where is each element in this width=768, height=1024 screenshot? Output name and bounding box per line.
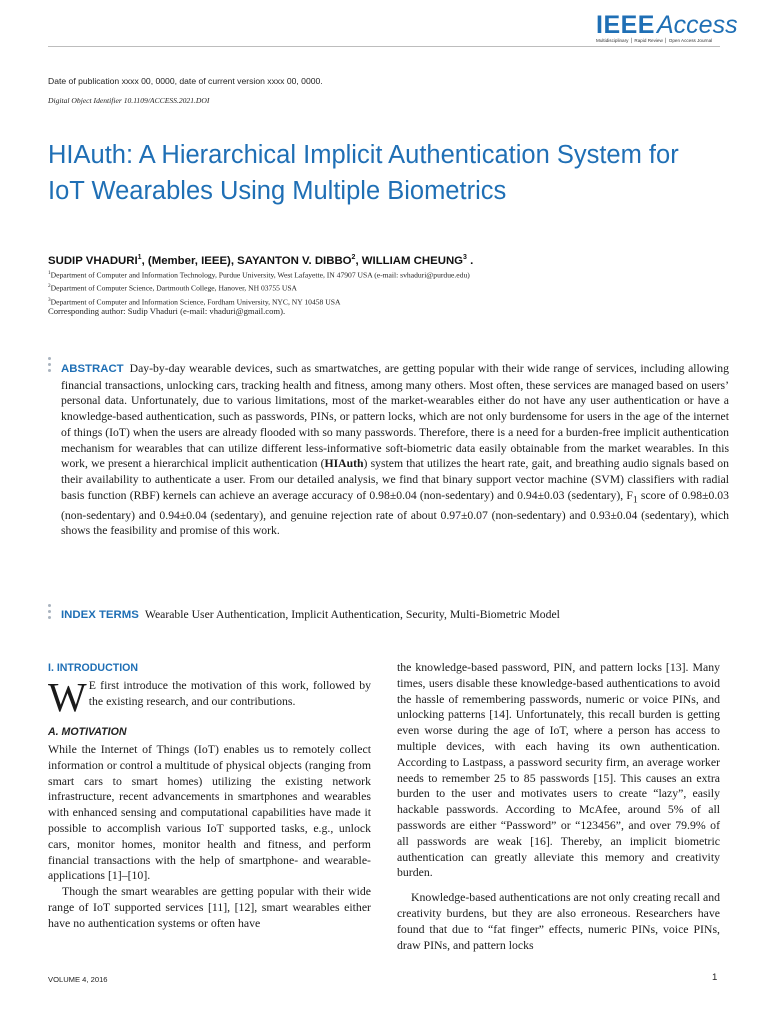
motivation-paragraph-2: Though the smart wearables are getting popular with their wide range of IoT supported services [11], [12], smart wearables either have no authentication systems or often have xyxy=(48,884,371,930)
index-terms-dots-icon xyxy=(48,604,54,622)
subsection-heading-motivation: A. MOTIVATION xyxy=(48,726,127,738)
index-terms-label: INDEX TERMS xyxy=(61,609,139,621)
affiliation-3: $^3$Department of Computer and Information Science, Fordham University, NYC, NY 10458 USA xyxy=(48,296,341,307)
author-3: WILLIAM CHEUNG xyxy=(361,254,464,267)
motivation-paragraph-1: While the Internet of Things (IoT) enables us to remotely collect information or control a multitude of physical objects (ranging from smart cars to smart homes) utilizing the existing network infrastructure, recent advancements in smartphones and wearables with enhanced sensing and computational capabilities have made it possible to accomplish various IoT supported tasks, e.g., unlock cars, monitor homes, monitor health and fitness, and perform financial transactions with the help of smartphone- and wearable-applications [1]–[10]. xyxy=(48,742,371,883)
body-paragraph-1: the knowledge-based password, PIN, and pattern locks [13]. Many times, users disable these knowledge-based authentications to avoid the hassle of remembering passwords, numeric or voice PINs, and unlocking patterns [14]. Unfortunately, this recall burden is getting even worse during the age of IoT, where a person has access to multiple devices, with each having its own authentication. According to Lastpass, a password security firm, an average worker needs to remember 25 to 85 passwords [15]. This causes an extra burden to the user and motivates users to create “lazy”, easily hackable passwords. According to McAfee, around 5% of all passwords are either “Password” or “123456”, and over 79.9% of all passwords are weak [16]. Thereby, an implicit biometric authentication can greatly alleviate this memory and creativity burden. xyxy=(397,660,720,880)
author-list: SUDIP VHADURI$^1$, (Member, IEEE), SAYANTON V. DIBBO$^2$, WILLIAM CHEUNG$^3$ . xyxy=(48,254,474,267)
intro-paragraph: W E first introduce the motivation of this work, followed by the existing research, and our contributions. xyxy=(48,674,371,720)
corresponding-author: Corresponding author: Sudip Vhaduri (e-mail: vhaduri@gmail.com). xyxy=(48,306,286,316)
header-divider xyxy=(48,46,720,47)
affiliation-2: $^2$Department of Computer Science, Dartmouth College, Hanover, NH 03755 USA xyxy=(48,283,298,293)
drop-cap: W xyxy=(48,674,87,720)
affiliations xyxy=(48,268,470,308)
affiliation-1: $^1$Department of Computer and Information Technology, Purdue University, West Lafayette, IN 47907 USA (e-mail: svhaduri@purdue.edu) xyxy=(48,270,470,280)
section-heading-introduction: I. INTRODUCTION xyxy=(48,662,139,674)
body-column-left xyxy=(48,660,371,932)
abstract-label: ABSTRACT xyxy=(61,363,124,375)
volume-footer: VOLUME 4, 2016 xyxy=(48,975,108,984)
author-2: SAYANTON V. DIBBO xyxy=(237,254,352,267)
publication-date: Date of publication xxxx 00, 0000, date of current version xxxx 00, 0000. xyxy=(48,76,323,86)
body-column-right xyxy=(397,660,720,953)
logo-wordmark: IEEEAccess xyxy=(596,11,738,39)
abstract-dots-icon xyxy=(48,357,54,375)
page-number: 1 xyxy=(712,972,718,983)
logo-tagline: Multidisciplinary ⎪ Rapid Review ⎪ Open Access Journal xyxy=(596,38,713,43)
index-terms: INDEX TERMS Wearable User Authentication, Implicit Authentication, Security, Multi-Biometric Model xyxy=(61,608,560,621)
body-paragraph-2: Knowledge-based authentications are not only creating recall and creativity burdens, but they are also erroneous. Researchers have found that due to “fat finger” effects, numeric PINs, voice PINs, draw PINs, and pattern locks xyxy=(397,890,720,952)
author-1: SUDIP VHADURI xyxy=(48,254,138,267)
paper-title: HIAuth: A Hierarchical Implicit Authentication System for IoT Wearables Using Multiple Biometrics xyxy=(48,141,679,205)
abstract: ABSTRACT Day-by-day wearable devices, such as smartwatches, are getting popular with their wide range of services, including allowing financial transactions, unlocking cars, tracking health and fitness, among many others. Most often, these services are managed based on users’ personal data. Unfortunately, due to various limitations, most of the market-wearables either do not have any user authentication or have a knowledge-based authentication, such as passwords, PINs, or pattern locks, which are not only burdensome for users in the age of the internet of things (IoT) when the users are already flooded with so many passwords. Therefore, there is a need for a burden-free implicit authentication mechanism for wearables that can utilize different less-informative soft-biometric data easily obtainable from the market wearables. In this work, we present a hierarchical implicit authentication (HIAuth) system that utilizes the heart rate, gait, and breathing audio signals based on their availability to authenticate a user. From our detailed analysis, we find that binary support vector machine (SVM) classifiers with radial basis function (RBF) kernels can achieve an average accuracy of 0.98±0.04 (non-sedentary) and 0.94±0.03 (sedentary), $F_1$ score of 0.98±0.03 (non-sedentary) and 0.94±0.04 (sedentary), and genuine rejection rate of about 0.97±0.07 (non-sedentary) and 0.93±0.04 (sedentary), which shows the feasibility and promise of this work. xyxy=(61,362,729,538)
doi: Digital Object Identifier 10.1109/ACCESS.2021.DOI xyxy=(48,96,210,105)
